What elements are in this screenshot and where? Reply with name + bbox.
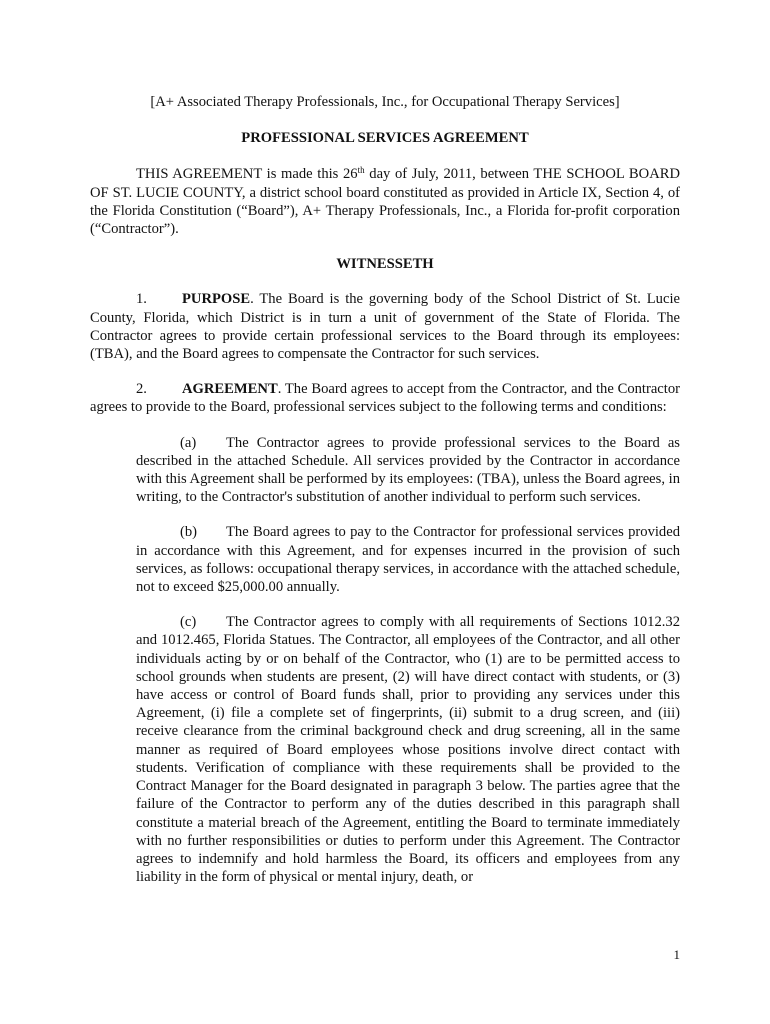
subsection-c-paragraph bbox=[136, 613, 680, 886]
subsection-c-text: The Contractor agrees to comply with all requirements of Sections 1012.32 and 1012.465, Florida Statues. The Contractor, all employees of the Contractor, and all other individuals acting by or on behalf of the Contractor, who (1) are to be permitted access to school grounds when students are present, (2) will have direct contact with students, or (3) have access or control of Board funds shall, prior to providing any services under this Agreement, (i) file a complete set of fingerprints, (ii) submit to a drug screen, and (iii) receive clearance from the criminal background check and drug screening, all in the same manner as required of Board employees whose positions involve direct contact with students. Verification of compliance with these requirements shall be provided to the Contract Manager for the Board designated in paragraph 3 below. The parties agree that the failure of the Contractor to perform any of the duties described in this paragraph shall constitute a material breach of the Agreement, entitling the Board to terminate immediately with no further responsibilities or duties to perform under this Agreement. The Contractor agrees to indemnify and hold harmless the Board, its officers and employees from any liability in the form of physical or mental injury, death, or bbox=[136, 614, 680, 886]
section-1-text: . The Board is the governing body of the School District of St. Lucie County, Florida, which District is in turn a unit of government of the State of Florida. The Contractor agrees to provide certain professional services to the Board through its employees: (TBA), and the Board agrees to compensate the Contractor for such services. bbox=[90, 291, 680, 363]
section-2-number: 2. bbox=[136, 381, 147, 398]
subsection-a-text: The Contractor agrees to provide professional services to the Board as described in the attached Schedule. All services provided by the Contractor in accordance with this Agreement shall be performed by its employees: (TBA), unless the Board agrees, in writing, to the Contractor's substitution of another individual to perform such services. bbox=[136, 434, 680, 506]
section-1-number: 1. bbox=[136, 291, 147, 308]
intro-ordinal: th bbox=[357, 165, 365, 176]
section-1-heading: PURPOSE bbox=[182, 291, 251, 308]
document-body bbox=[90, 93, 680, 886]
subsection-b-label: (b) bbox=[180, 524, 198, 541]
subsection-c-label: (c) bbox=[180, 614, 197, 631]
subsection-b-paragraph bbox=[136, 523, 680, 596]
subsection-b-text: The Board agrees to pay to the Contractor for professional services provided in accordance with this Agreement, and for expenses incurred in the provision of such services, as follows: occupational therapy services, in accordance with the attached schedule, not to exceed $25,000.00 annually. bbox=[136, 524, 680, 596]
intro-text-end: day of July, 2011, between THE SCHOOL BOARD OF ST. LUCIE COUNTY, a district school board constituted as provided in Article IX, Section 4, of the Florida Constitution (“Board”), A+ Therapy Professionals, Inc., a Florida for-profit corporation (“Contractor”). bbox=[90, 166, 681, 238]
subsection-a-label: (a) bbox=[180, 434, 197, 451]
witnesseth-heading: WITNESSETH bbox=[336, 256, 434, 273]
section-1-paragraph bbox=[90, 290, 680, 363]
section-2-text: . The Board agrees to accept from the Contractor, and the Contractor agrees to provide to the Board, professional services subject to the following terms and conditions: bbox=[90, 381, 680, 416]
section-2-paragraph bbox=[90, 380, 680, 416]
document-header: [A+ Associated Therapy Professionals, Inc., for Occupational Therapy Services] bbox=[150, 94, 620, 110]
page-number: 1 bbox=[673, 947, 680, 962]
document-title: PROFESSIONAL SERVICES AGREEMENT bbox=[241, 130, 529, 147]
intro-text-start: THIS AGREEMENT is made this 26 bbox=[136, 166, 358, 183]
section-2-heading: AGREEMENT bbox=[182, 381, 278, 398]
intro-paragraph bbox=[90, 165, 680, 238]
subsection-a-paragraph bbox=[136, 434, 680, 507]
